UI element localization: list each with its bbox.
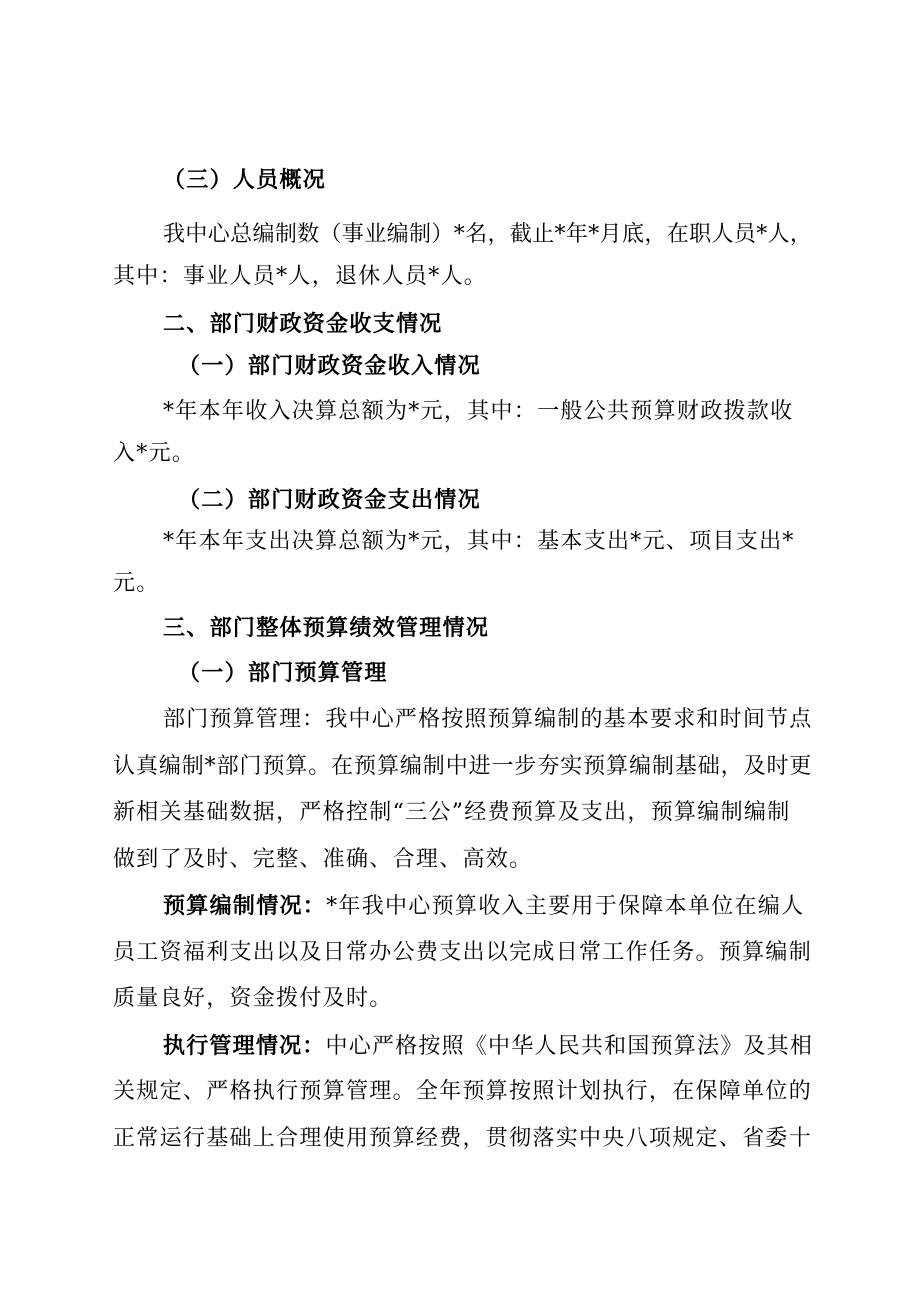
paragraph-personnel-line-1: 我中心总编制数（事业编制）*名，截止*年*月底，在职人员*人， (163, 222, 813, 247)
paragraph-budget-line-2: 认真编制*部门预算。在预算编制中进一步夯实预算编制基础，及时更 (113, 754, 813, 779)
paragraph-personnel-line-2: 其中：事业人员*人，退休人员*人。 (113, 264, 488, 289)
compile-text: *年我中心预算收入主要用于保障本单位在编人 (326, 894, 805, 919)
subheading-budget: （一）部门预算管理 (178, 660, 388, 686)
compile-label: 预算编制情况： (163, 893, 327, 919)
paragraph-budget-line-4: 做到了及时、完整、准确、合理、高效。 (113, 847, 533, 872)
paragraph-compile-line-1 (163, 893, 804, 920)
section-heading-2: 二、部门财政资金收支情况 (163, 311, 443, 337)
paragraph-exec-line-2: 关规定、严格执行预算管理。全年预算按照计划执行，在保障单位的 (113, 1079, 813, 1104)
subheading-expense: （二）部门财政资金支出情况 (178, 487, 481, 513)
subheading-income: （一）部门财政资金收入情况 (178, 353, 481, 379)
paragraph-exec-line-1 (163, 1033, 813, 1060)
paragraph-exec-line-3: 正常运行基础上合理使用预算经费，贯彻落实中央八项规定、省委十 (113, 1126, 813, 1151)
paragraph-budget-line-3: 新相关基础数据，严格控制“三公”经费预算及支出，预算编制编制 (113, 800, 791, 825)
paragraph-expense-line-2: 元。 (113, 571, 160, 596)
paragraph-compile-line-3: 质量良好，资金拨付及时。 (113, 986, 393, 1011)
section-heading-personnel: （三）人员概况 (163, 167, 327, 193)
paragraph-income-line-2: 入*元。 (113, 441, 196, 466)
section-heading-3: 三、部门整体预算绩效管理情况 (163, 615, 490, 641)
paragraph-budget-line-1: 部门预算管理：我中心严格按照预算编制的基本要求和时间节点 (163, 707, 813, 732)
paragraph-compile-line-2: 员工资福利支出以及日常办公费支出以完成日常工作任务。预算编制 (113, 940, 813, 965)
paragraph-income-line-1: *年本年收入决算总额为*元，其中：一般公共预算财政拨款收 (163, 399, 794, 424)
exec-text: 中心严格按照《中华人民共和国预算法》及其相 (325, 1034, 814, 1059)
paragraph-expense-line-1: *年本年支出决算总额为*元，其中：基本支出*元、项目支出* (163, 529, 795, 554)
exec-label: 执行管理情况： (163, 1033, 326, 1059)
